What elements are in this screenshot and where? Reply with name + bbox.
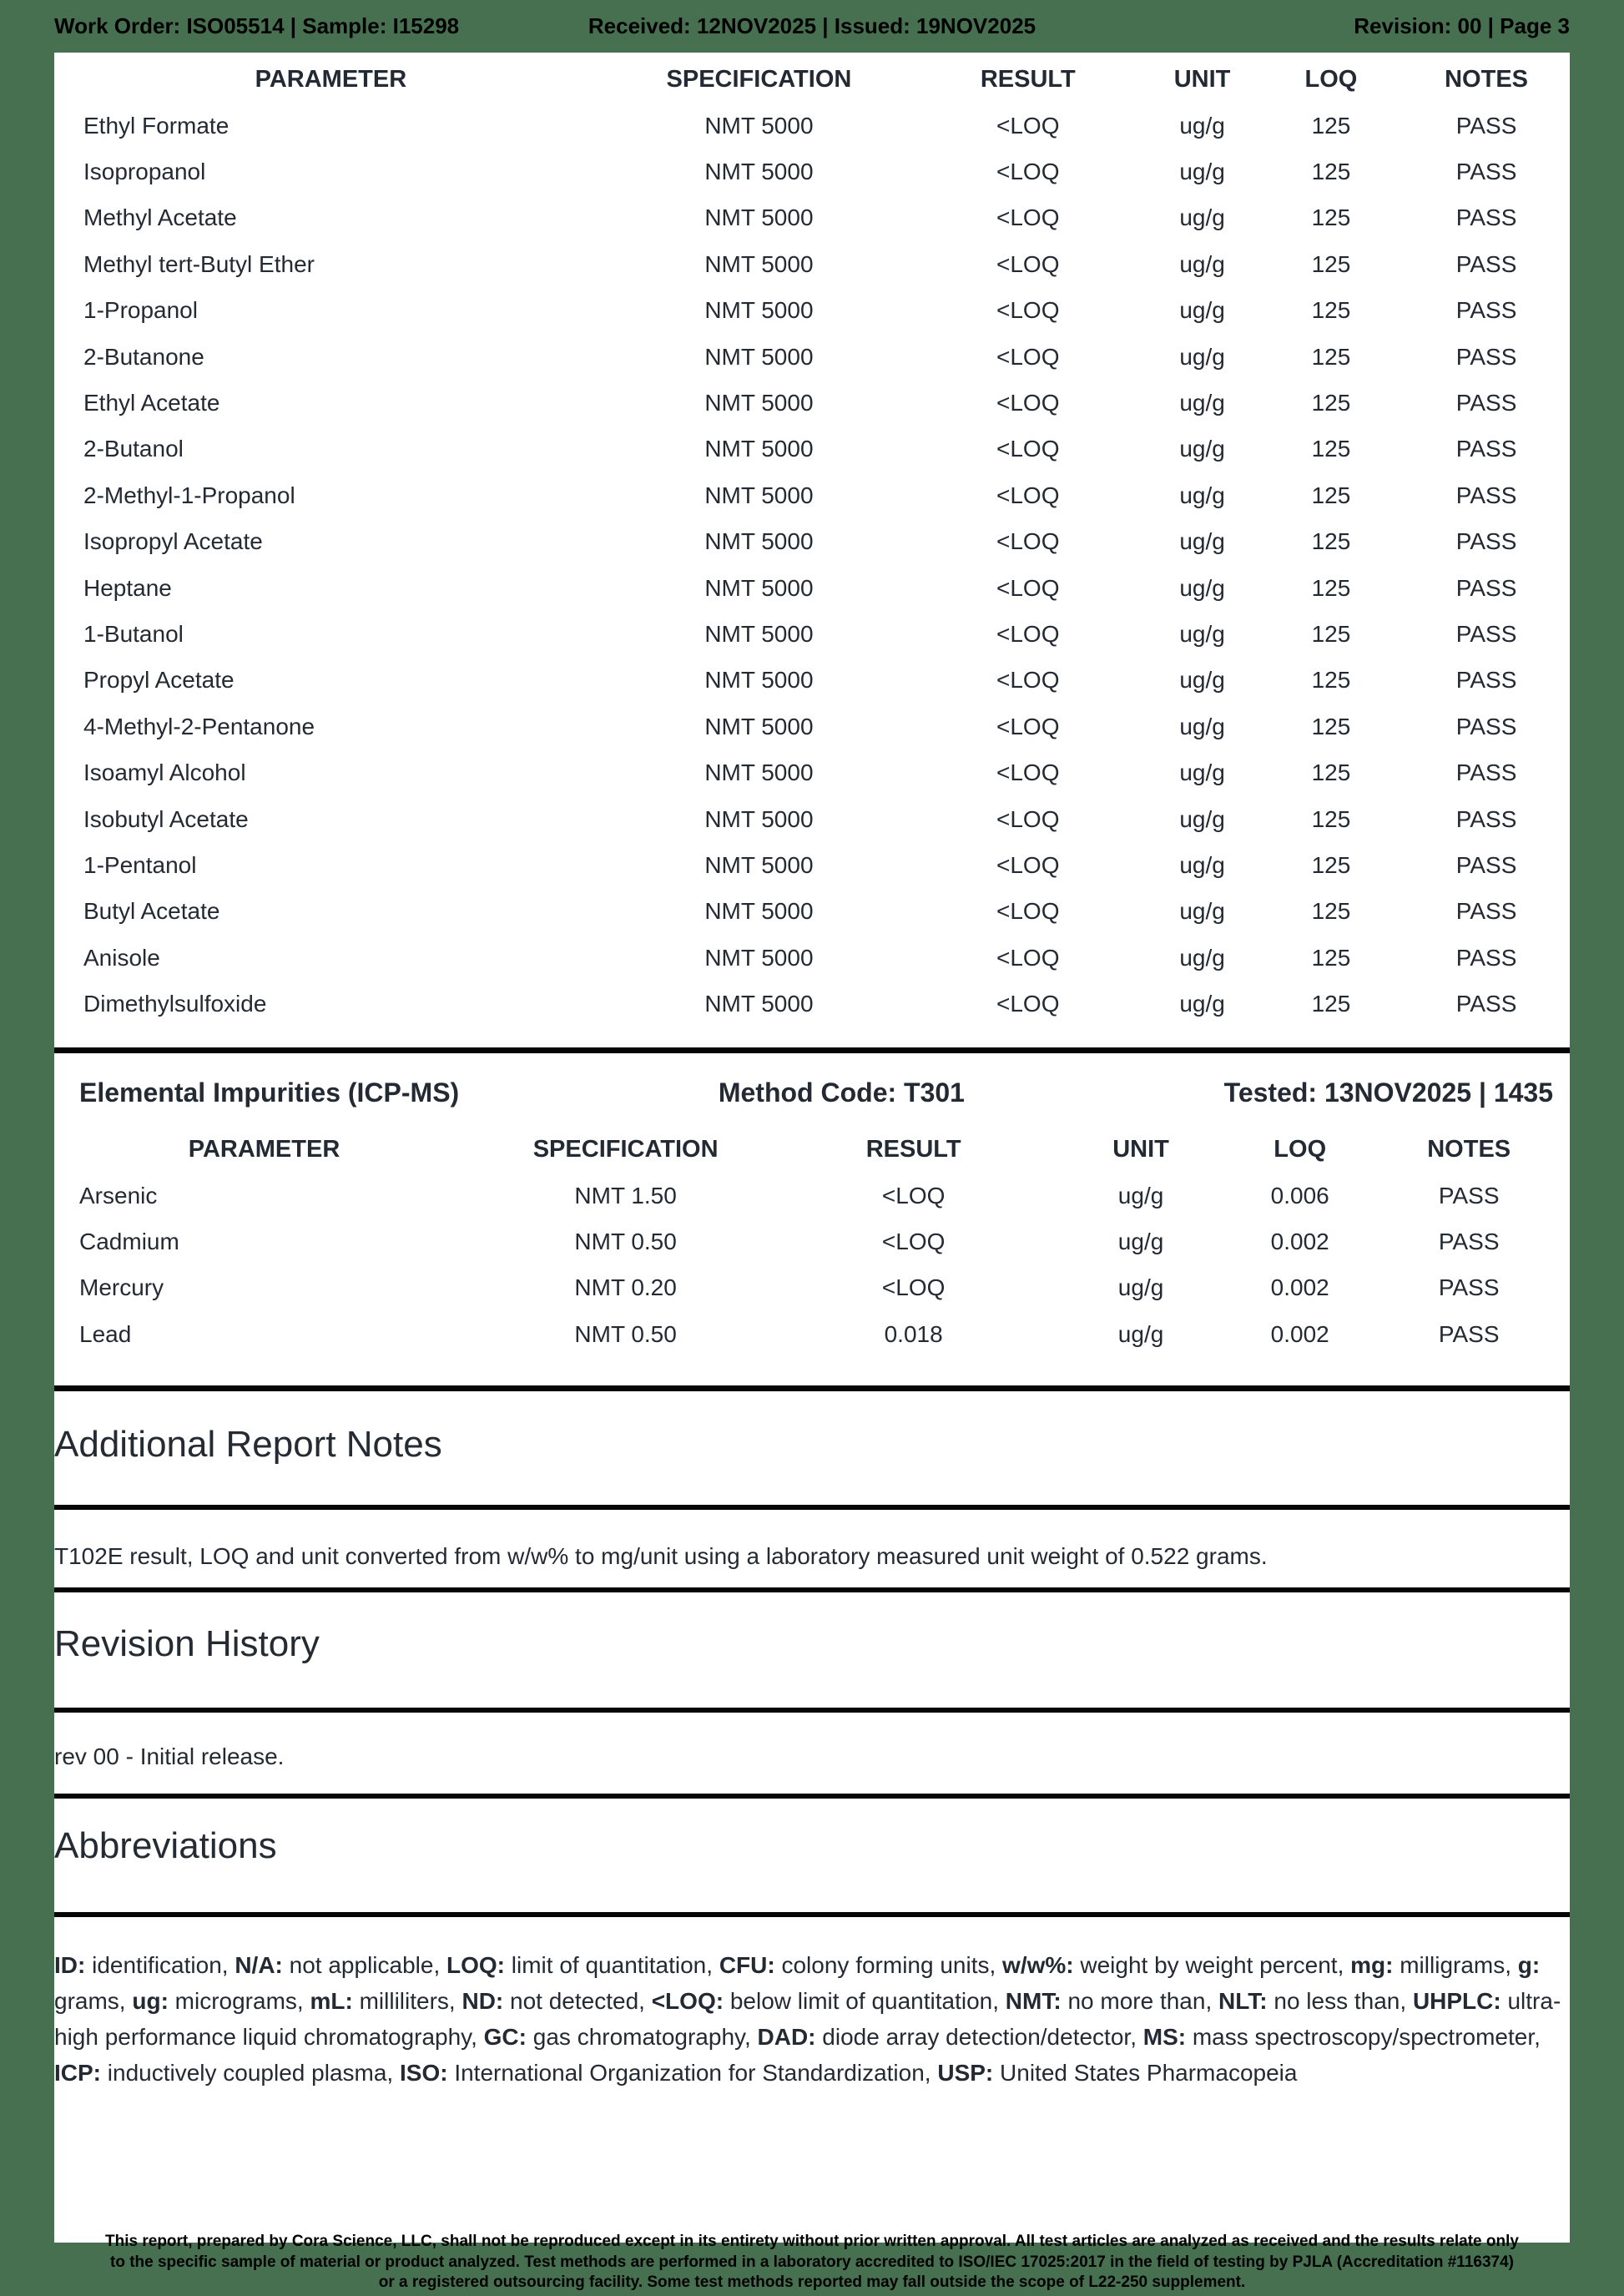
- cell-parameter: Arsenic: [79, 1182, 158, 1209]
- cell-parameter: 4-Methyl-2-Pentanone: [83, 713, 315, 739]
- footer-line: This report, prepared by Cora Science, LLC, shall not be reproduced except in its entirety without prior written approval. All test articles are analyzed as received and the results relate only: [105, 2233, 1519, 2250]
- abbreviation-definition: limit of quantitation,: [505, 1952, 719, 1978]
- abbreviation-term: CFU:: [719, 1952, 775, 1978]
- cell-notes: PASS: [1455, 528, 1517, 555]
- header-revision-page: Revision: 00 | Page 3: [1354, 13, 1570, 38]
- cell-result: <LOQ: [996, 390, 1060, 416]
- section-divider: [54, 1587, 1570, 1592]
- elemental-section-title: Elemental Impurities (ICP-MS): [79, 1077, 460, 1108]
- abbreviation-definition: milligrams,: [1393, 1952, 1518, 1978]
- cell-loq: 125: [1311, 112, 1351, 139]
- abbreviation-definition: micrograms,: [168, 1988, 310, 2014]
- cell-notes: PASS: [1455, 898, 1517, 925]
- table-row: [54, 565, 1570, 611]
- cell-loq: 125: [1311, 759, 1351, 786]
- cell-notes: PASS: [1455, 805, 1517, 832]
- cell-specification: NMT 5000: [704, 297, 814, 324]
- cell-unit: ug/g: [1179, 713, 1225, 739]
- cell-specification: NMT 5000: [704, 805, 814, 832]
- cell-result: <LOQ: [996, 620, 1060, 647]
- cell-parameter: 2-Butanol: [83, 436, 184, 462]
- table-row: [54, 195, 1570, 241]
- cell-unit: ug/g: [1179, 204, 1225, 231]
- cell-parameter: Cadmium: [79, 1229, 179, 1255]
- abbreviation-term: NMT:: [1005, 1988, 1062, 2014]
- elemental-method-code: Method Code: T301: [718, 1077, 965, 1108]
- cell-parameter: Isoamyl Alcohol: [83, 759, 246, 786]
- elemental-table: [54, 1131, 1570, 1358]
- abbreviation-definition: mass spectroscopy/spectrometer,: [1186, 2024, 1541, 2050]
- cell-unit: ug/g: [1179, 112, 1225, 139]
- cell-specification: NMT 5000: [704, 159, 814, 185]
- abbreviation-term: GC:: [483, 2024, 527, 2050]
- elemental-tested: Tested: 13NOV2025 | 1435: [1223, 1077, 1553, 1108]
- table-row: [54, 426, 1570, 472]
- cell-result: <LOQ: [996, 159, 1060, 185]
- abbreviation-definition: inductively coupled plasma,: [101, 2060, 400, 2086]
- table-row: [54, 1173, 1570, 1219]
- cell-notes: PASS: [1438, 1229, 1500, 1255]
- table-row: [54, 288, 1570, 334]
- page-header-bar: [0, 0, 1624, 53]
- elemental-table-header: [54, 1131, 1570, 1168]
- cell-parameter: Methyl Acetate: [83, 204, 237, 231]
- solvent-table-header: [54, 59, 1570, 99]
- cell-notes: PASS: [1455, 759, 1517, 786]
- page-footer: [0, 2232, 1624, 2293]
- cell-unit: ug/g: [1179, 250, 1225, 277]
- cell-loq: 125: [1311, 436, 1351, 462]
- cell-parameter: Propyl Acetate: [83, 667, 235, 694]
- table-row: [54, 472, 1570, 518]
- abbreviation-term: ug:: [132, 1988, 169, 2014]
- cell-parameter: Isopropyl Acetate: [83, 528, 263, 555]
- cell-specification: NMT 1.50: [574, 1182, 677, 1209]
- abbreviation-definition: weight by weight percent,: [1073, 1952, 1351, 1978]
- cell-notes: PASS: [1455, 250, 1517, 277]
- abbreviation-term: ICP:: [54, 2060, 101, 2086]
- cell-unit: ug/g: [1179, 528, 1225, 555]
- abbreviation-term: ID:: [54, 1952, 86, 1978]
- cell-result: <LOQ: [996, 944, 1060, 971]
- revision-section-title: Revision History: [54, 1623, 320, 1664]
- cell-specification: NMT 5000: [704, 898, 814, 925]
- column-header-specification: SPECIFICATION: [532, 1135, 719, 1163]
- abbreviation-definition: not applicable,: [282, 1952, 447, 1978]
- cell-specification: NMT 5000: [704, 204, 814, 231]
- cell-unit: ug/g: [1179, 436, 1225, 462]
- header-work-order: Work Order: ISO05514 | Sample: I15298: [54, 13, 460, 38]
- cell-unit: ug/g: [1179, 991, 1225, 1017]
- cell-unit: ug/g: [1117, 1320, 1164, 1347]
- cell-notes: PASS: [1438, 1320, 1500, 1347]
- cell-unit: ug/g: [1117, 1229, 1164, 1255]
- column-header-result: RESULT: [865, 1135, 961, 1163]
- abbreviations-section-title: Abbreviations: [54, 1825, 277, 1866]
- cell-parameter: 2-Methyl-1-Propanol: [83, 482, 295, 508]
- abbreviation-term: <LOQ:: [651, 1988, 724, 2014]
- cell-result: <LOQ: [996, 436, 1060, 462]
- abbreviation-definition: not detected,: [503, 1988, 652, 2014]
- cell-unit: ug/g: [1179, 851, 1225, 878]
- cell-loq: 125: [1311, 713, 1351, 739]
- cell-loq: 125: [1311, 297, 1351, 324]
- abbreviation-definition: below limit of quantitation,: [724, 1988, 1006, 2014]
- cell-result: <LOQ: [996, 343, 1060, 370]
- cell-unit: ug/g: [1179, 620, 1225, 647]
- elemental-table-body: [54, 1173, 1570, 1358]
- cell-specification: NMT 5000: [704, 851, 814, 878]
- cell-unit: ug/g: [1179, 159, 1225, 185]
- abbreviation-definition: ultra-high performance liquid chromatography,: [54, 1988, 1561, 2050]
- cell-specification: NMT 5000: [704, 528, 814, 555]
- cell-notes: PASS: [1455, 574, 1517, 601]
- cell-parameter: Isopropanol: [83, 159, 206, 185]
- table-row: [54, 935, 1570, 981]
- column-header-unit: UNIT: [1112, 1135, 1169, 1163]
- table-row: [54, 1311, 1570, 1357]
- cell-notes: PASS: [1455, 667, 1517, 694]
- cell-notes: PASS: [1455, 343, 1517, 370]
- cell-result: <LOQ: [881, 1182, 946, 1209]
- cell-notes: PASS: [1455, 620, 1517, 647]
- cell-loq: 125: [1311, 574, 1351, 601]
- report-card: [54, 53, 1570, 2243]
- abbreviation-term: LOQ:: [446, 1952, 506, 1978]
- column-header-notes: NOTES: [1445, 65, 1529, 93]
- abbreviation-term: DAD:: [757, 2024, 816, 2050]
- table-row: [54, 519, 1570, 565]
- cell-notes: PASS: [1455, 204, 1517, 231]
- cell-result: <LOQ: [996, 667, 1060, 694]
- cell-loq: 125: [1311, 204, 1351, 231]
- abbreviation-term: MS:: [1142, 2024, 1187, 2050]
- abbreviation-term: ND:: [461, 1988, 504, 2014]
- cell-loq: 125: [1311, 620, 1351, 647]
- cell-unit: ug/g: [1179, 944, 1225, 971]
- cell-notes: PASS: [1455, 991, 1517, 1017]
- cell-result: <LOQ: [996, 759, 1060, 786]
- cell-loq: 125: [1311, 851, 1351, 878]
- cell-parameter: 1-Pentanol: [83, 851, 197, 878]
- cell-specification: NMT 5000: [704, 667, 814, 694]
- cell-result: <LOQ: [996, 250, 1060, 277]
- cell-specification: NMT 5000: [704, 759, 814, 786]
- section-divider: [54, 1505, 1570, 1510]
- cell-specification: NMT 5000: [704, 620, 814, 647]
- cell-specification: NMT 5000: [704, 574, 814, 601]
- cell-notes: PASS: [1455, 297, 1517, 324]
- column-header-result: RESULT: [980, 65, 1076, 93]
- column-header-specification: SPECIFICATION: [666, 65, 852, 93]
- column-header-notes: NOTES: [1427, 1135, 1511, 1163]
- abbreviation-term: NLT:: [1218, 1988, 1268, 2014]
- abbreviation-term: mL:: [310, 1988, 353, 2014]
- cell-unit: ug/g: [1179, 667, 1225, 694]
- abbreviation-term: ISO:: [399, 2060, 448, 2086]
- cell-loq: 125: [1311, 159, 1351, 185]
- section-divider: [54, 1385, 1570, 1391]
- cell-notes: PASS: [1455, 112, 1517, 139]
- cell-result: <LOQ: [996, 991, 1060, 1017]
- cell-notes: PASS: [1455, 159, 1517, 185]
- table-row: [54, 1219, 1570, 1264]
- table-row: [54, 658, 1570, 704]
- cell-parameter: 1-Propanol: [83, 297, 198, 324]
- cell-unit: ug/g: [1179, 759, 1225, 786]
- cell-parameter: Heptane: [83, 574, 172, 601]
- cell-result: <LOQ: [996, 713, 1060, 739]
- cell-unit: ug/g: [1179, 898, 1225, 925]
- cell-result: <LOQ: [881, 1274, 946, 1301]
- table-row: [54, 149, 1570, 194]
- cell-unit: ug/g: [1179, 574, 1225, 601]
- cell-parameter: Butyl Acetate: [83, 898, 220, 925]
- abbreviation-definition: grams,: [54, 1988, 133, 2014]
- abbreviation-definition: no more than,: [1061, 1988, 1219, 2014]
- cell-specification: NMT 5000: [704, 112, 814, 139]
- cell-loq: 125: [1311, 250, 1351, 277]
- abbreviation-definition: United States Pharmacopeia: [993, 2060, 1298, 2086]
- cell-parameter: 2-Butanone: [83, 343, 204, 370]
- cell-notes: PASS: [1455, 944, 1517, 971]
- cell-loq: 125: [1311, 667, 1351, 694]
- cell-result: <LOQ: [996, 898, 1060, 925]
- column-header-loq: LOQ: [1273, 1135, 1327, 1163]
- abbreviation-definition: gas chromatography,: [526, 2024, 758, 2050]
- cell-unit: ug/g: [1179, 390, 1225, 416]
- cell-notes: PASS: [1455, 713, 1517, 739]
- cell-loq: 125: [1311, 482, 1351, 508]
- table-row: [54, 380, 1570, 426]
- abbreviation-term: UHPLC:: [1412, 1988, 1501, 2014]
- cell-notes: PASS: [1455, 482, 1517, 508]
- cell-parameter: Mercury: [79, 1274, 164, 1301]
- cell-specification: NMT 5000: [704, 390, 814, 416]
- abbreviation-definition: diode array detection/detector,: [815, 2024, 1143, 2050]
- abbreviation-definition: International Organization for Standardization,: [447, 2060, 938, 2086]
- cell-unit: ug/g: [1179, 343, 1225, 370]
- cell-parameter: Dimethylsulfoxide: [83, 991, 267, 1017]
- cell-result: <LOQ: [996, 482, 1060, 508]
- table-row: [54, 796, 1570, 842]
- cell-notes: PASS: [1455, 436, 1517, 462]
- cell-loq: 125: [1311, 528, 1351, 555]
- revision-section-body: rev 00 - Initial release.: [54, 1743, 285, 1769]
- cell-specification: NMT 5000: [704, 343, 814, 370]
- section-divider: [54, 1912, 1570, 1917]
- abbreviation-definition: milliliters,: [352, 1988, 462, 2014]
- abbreviation-term: N/A:: [235, 1952, 283, 1978]
- cell-specification: NMT 5000: [704, 250, 814, 277]
- abbreviation-term: mg:: [1350, 1952, 1394, 1978]
- cell-specification: NMT 0.20: [574, 1274, 677, 1301]
- cell-specification: NMT 0.50: [574, 1229, 677, 1255]
- cell-unit: ug/g: [1117, 1182, 1164, 1209]
- cell-loq: 125: [1311, 390, 1351, 416]
- cell-result: <LOQ: [996, 204, 1060, 231]
- column-header-parameter: PARAMETER: [188, 1135, 340, 1163]
- solvent-table: [54, 59, 1570, 1027]
- cell-specification: NMT 5000: [704, 991, 814, 1017]
- cell-specification: NMT 5000: [704, 482, 814, 508]
- section-divider: [54, 1047, 1570, 1053]
- cell-parameter: Lead: [79, 1320, 132, 1347]
- cell-parameter: Ethyl Formate: [83, 112, 229, 139]
- cell-result: <LOQ: [996, 805, 1060, 832]
- notes-section-body: T102E result, LOQ and unit converted from w/w% to mg/unit using a laboratory measured unit weight of 0.522 grams.: [54, 1543, 1268, 1569]
- table-row: [54, 103, 1570, 149]
- abbreviation-definition: identification,: [85, 1952, 235, 1978]
- column-header-loq: LOQ: [1304, 65, 1358, 93]
- cell-notes: PASS: [1438, 1182, 1500, 1209]
- table-row: [54, 1265, 1570, 1311]
- cell-specification: NMT 5000: [704, 436, 814, 462]
- table-row: [54, 842, 1570, 888]
- notes-section-title: Additional Report Notes: [54, 1424, 442, 1465]
- cell-parameter: Anisole: [83, 944, 160, 971]
- cell-notes: PASS: [1455, 390, 1517, 416]
- cell-loq: 0.002: [1270, 1229, 1329, 1255]
- table-row: [54, 704, 1570, 749]
- elemental-section-bar: [54, 1076, 1570, 1109]
- table-row: [54, 611, 1570, 657]
- abbreviation-definition: no less than,: [1267, 1988, 1413, 2014]
- cell-parameter: Ethyl Acetate: [83, 390, 220, 416]
- cell-unit: ug/g: [1117, 1274, 1164, 1301]
- table-row: [54, 241, 1570, 287]
- cell-result: 0.018: [884, 1320, 943, 1347]
- cell-loq: 125: [1311, 898, 1351, 925]
- cell-result: <LOQ: [996, 528, 1060, 555]
- abbreviation-term: w/w%:: [1002, 1952, 1074, 1978]
- cell-specification: NMT 5000: [704, 713, 814, 739]
- cell-result: <LOQ: [996, 297, 1060, 324]
- cell-result: <LOQ: [881, 1229, 946, 1255]
- table-row: [54, 334, 1570, 380]
- header-received-issued: Received: 12NOV2025 | Issued: 19NOV2025: [588, 13, 1036, 38]
- column-header-parameter: PARAMETER: [255, 65, 407, 93]
- cell-loq: 125: [1311, 944, 1351, 971]
- cell-loq: 125: [1311, 805, 1351, 832]
- cell-result: <LOQ: [996, 112, 1060, 139]
- abbreviation-term: USP:: [937, 2060, 994, 2086]
- cell-unit: ug/g: [1179, 482, 1225, 508]
- section-divider: [54, 1708, 1570, 1713]
- cell-loq: 0.006: [1270, 1182, 1329, 1209]
- footer-line: to the specific sample of material or product analyzed. Test methods are performed in a laboratory accredited to ISO/IEC 17025:2017 in the field of testing by PJLA (Accreditation #116374): [110, 2253, 1514, 2271]
- cell-specification: NMT 0.50: [574, 1320, 677, 1347]
- cell-loq: 125: [1311, 343, 1351, 370]
- footer-line: or a registered outsourcing facility. Some test methods reported may fall outside the scope of L22-250 supplement.: [378, 2273, 1246, 2291]
- cell-notes: PASS: [1438, 1274, 1500, 1301]
- cell-unit: ug/g: [1179, 805, 1225, 832]
- abbreviation-term: g:: [1517, 1952, 1541, 1978]
- abbreviations-text: [54, 1947, 1570, 2091]
- cell-parameter: Isobutyl Acetate: [83, 805, 249, 832]
- table-row: [54, 889, 1570, 935]
- column-header-unit: UNIT: [1173, 65, 1231, 93]
- cell-unit: ug/g: [1179, 297, 1225, 324]
- cell-loq: 125: [1311, 991, 1351, 1017]
- section-divider: [54, 1794, 1570, 1799]
- cell-specification: NMT 5000: [704, 944, 814, 971]
- cell-loq: 0.002: [1270, 1274, 1329, 1301]
- solvent-table-body: [54, 103, 1570, 1027]
- table-row: [54, 981, 1570, 1027]
- table-row: [54, 749, 1570, 795]
- cell-result: <LOQ: [996, 851, 1060, 878]
- cell-parameter: Methyl tert-Butyl Ether: [83, 250, 315, 277]
- cell-parameter: 1-Butanol: [83, 620, 184, 647]
- cell-loq: 0.002: [1270, 1320, 1329, 1347]
- cell-result: <LOQ: [996, 574, 1060, 601]
- abbreviation-definition: colony forming units,: [774, 1952, 1003, 1978]
- cell-notes: PASS: [1455, 851, 1517, 878]
